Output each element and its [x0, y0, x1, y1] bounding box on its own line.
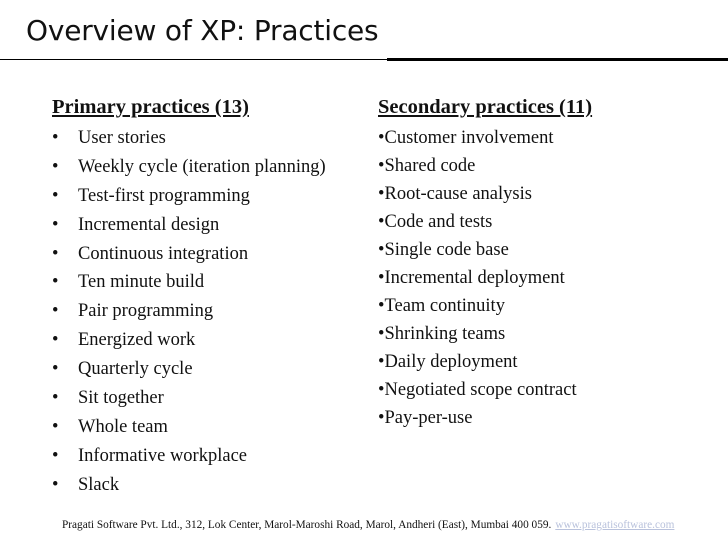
list-item: •Shrinking teams [378, 324, 506, 344]
divider-thick-segment [387, 58, 728, 61]
list-item-label: Whole team [78, 416, 168, 437]
list-item: •Code and tests [378, 212, 493, 232]
bullet-icon: • [52, 128, 59, 148]
list-item [52, 326, 362, 355]
primary-practices-heading: Primary practices (13) [52, 96, 249, 118]
list-item [52, 211, 362, 240]
list-item-label: User stories [78, 128, 166, 148]
secondary-practices-column [378, 94, 708, 432]
bullet-icon: • [52, 359, 59, 380]
secondary-practices-heading: Secondary practices (11) [378, 96, 593, 118]
list-item [52, 153, 362, 182]
slide-title: Overview of XP: Practices [26, 14, 379, 47]
list-item [52, 124, 362, 153]
list-item-label: Informative workplace [78, 445, 247, 466]
divider-thin-segment [0, 59, 387, 60]
primary-practices-column [52, 94, 362, 500]
list-item-label: Continuous integration [78, 243, 249, 264]
list-item [52, 297, 362, 326]
list-item [52, 355, 362, 384]
list-item [52, 182, 362, 211]
list-item [52, 268, 362, 297]
list-item-label: Energized work [78, 330, 196, 351]
list-item-label: Sit together [78, 388, 164, 409]
list-item-label: Slack [78, 474, 120, 495]
bullet-icon: • [52, 243, 59, 264]
bullet-icon: • [52, 445, 59, 466]
list-item [52, 413, 362, 442]
bullet-icon: • [52, 416, 59, 437]
bullet-icon: • [52, 330, 59, 351]
bullet-icon: • [52, 388, 59, 409]
bullet-icon: • [52, 272, 59, 293]
bullet-icon: • [52, 301, 59, 322]
list-item: •Customer involvement [378, 128, 554, 148]
list-item [52, 442, 362, 471]
list-item [52, 471, 362, 500]
primary-practices-list [52, 124, 362, 500]
list-item: •Daily deployment [378, 352, 518, 372]
list-item [52, 240, 362, 269]
footer-address: Pragati Software Pvt. Ltd., 312, Lok Center, Marol-Maroshi Road, Marol, Andheri (East), Mumbai 400 059. [62, 519, 552, 531]
footer [62, 519, 674, 531]
list-item-label: Test-first programming [78, 185, 250, 206]
title-divider [0, 58, 728, 62]
list-item [52, 384, 362, 413]
list-item: •Incremental deployment [378, 268, 565, 288]
list-item-label: Ten minute build [78, 272, 205, 293]
secondary-practices-list [378, 124, 708, 432]
list-item: •Shared code [378, 156, 476, 176]
bullet-icon: • [52, 156, 59, 177]
bullet-icon: • [52, 474, 59, 495]
list-item: •Team continuity [378, 296, 505, 316]
list-item-label: Weekly cycle (iteration planning) [78, 156, 326, 177]
footer-website-link[interactable]: www.pragatisoftware.com [555, 519, 675, 531]
list-item-label: Incremental design [78, 214, 220, 235]
list-item-label: Pair programming [78, 301, 214, 322]
list-item: •Single code base [378, 240, 509, 260]
bullet-icon: • [52, 214, 59, 235]
list-item: •Pay-per-use [378, 408, 473, 428]
list-item-label: Quarterly cycle [78, 359, 193, 380]
list-item: •Negotiated scope contract [378, 380, 577, 400]
list-item: •Root-cause analysis [378, 184, 532, 204]
bullet-icon: • [52, 185, 59, 206]
